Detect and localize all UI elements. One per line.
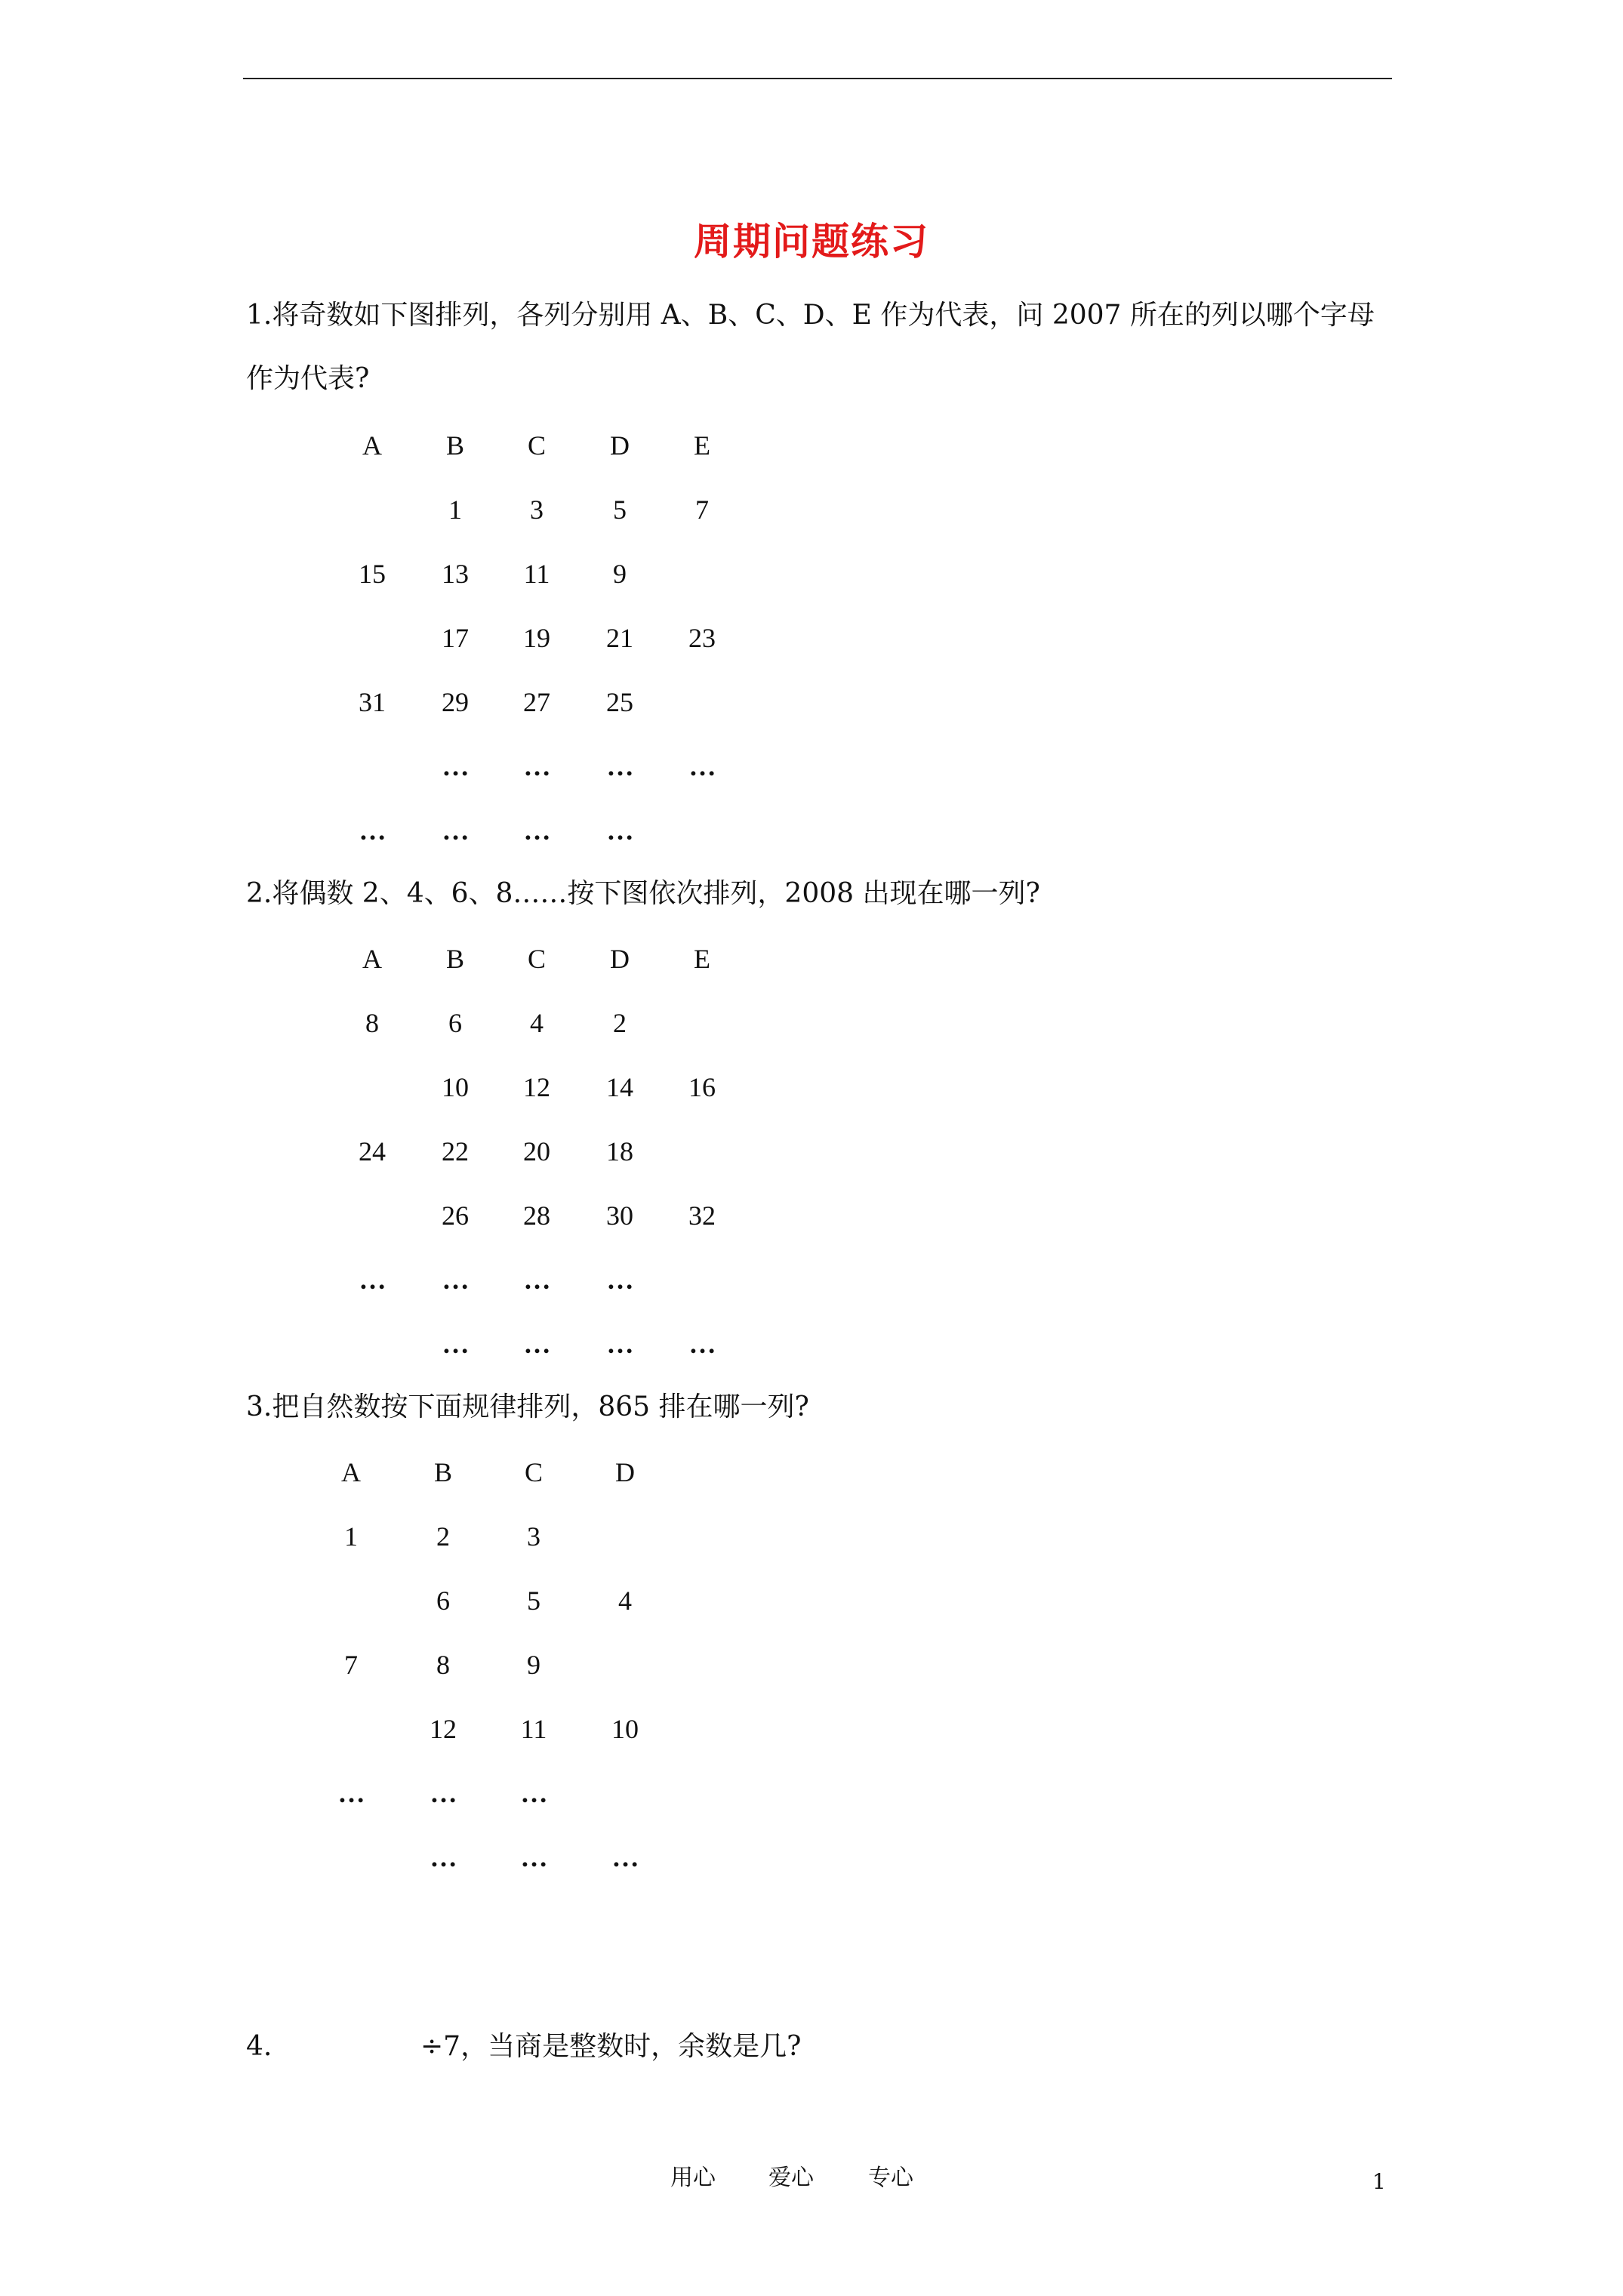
table-cell: … (359, 815, 386, 846)
table-cell: 2 (436, 1521, 450, 1552)
column-label: C (524, 1457, 543, 1487)
table-cell: … (688, 751, 716, 781)
table-cell: 3 (530, 495, 544, 525)
table-cell: 2 (613, 1008, 627, 1038)
table-cell: … (430, 1778, 457, 1808)
table-cell: 5 (613, 495, 627, 525)
table-cell: 31 (359, 687, 386, 717)
table-cell: … (523, 815, 550, 846)
question-3-text: 3.把自然数按下面规律排列，865 排在哪一列? (246, 1391, 809, 1422)
column-label: C (527, 430, 546, 461)
table-cell: … (523, 751, 550, 781)
question-1-text: 1.将奇数如下图排列，各列分别用 A、B、C、D、E 作为代表，问 2007 所在的列以哪个字母作为代表? (246, 300, 1375, 394)
table-cell: 7 (695, 495, 709, 525)
table-cell: … (523, 1265, 550, 1295)
table-cell: 20 (523, 1136, 550, 1166)
table-cell: … (520, 1842, 547, 1872)
column-label: E (694, 430, 710, 461)
table-cell: 23 (688, 623, 716, 653)
table-cell: 8 (365, 1008, 379, 1038)
table-cell: 27 (523, 687, 550, 717)
table-cell: 10 (442, 1072, 469, 1102)
table-cell: 24 (359, 1136, 386, 1166)
table-cell: … (442, 1265, 469, 1295)
footer-item-3: 专心 (868, 2165, 913, 2191)
table-cell: … (430, 1842, 457, 1872)
table-cell: 21 (606, 623, 633, 653)
table-cell: 6 (436, 1586, 450, 1616)
column-label: B (445, 944, 464, 974)
table-cell: 3 (527, 1521, 540, 1552)
question-4-number: 4. (246, 2031, 273, 2062)
page-number: 1 (1372, 2169, 1386, 2194)
table-cell: 26 (442, 1200, 469, 1231)
footer-item-1: 用心 (670, 2165, 716, 2191)
column-label: B (445, 430, 464, 461)
table-cell: … (611, 1842, 639, 1872)
table-cell: 29 (442, 687, 469, 717)
table-cell: 14 (606, 1072, 633, 1102)
table-cell: … (606, 751, 633, 781)
table-cell: … (606, 1329, 633, 1359)
table-cell: 17 (442, 623, 469, 653)
table-cell: 30 (606, 1200, 633, 1231)
table-cell: 15 (359, 559, 386, 589)
table-cell: 9 (527, 1650, 540, 1680)
table-cell: 6 (448, 1008, 462, 1038)
table-cell: 28 (523, 1200, 550, 1231)
column-label: E (694, 944, 710, 974)
table-cell: 10 (611, 1714, 639, 1744)
table-cell: 11 (523, 559, 550, 589)
table-cell: … (442, 751, 469, 781)
table-cell: 1 (448, 495, 462, 525)
question-4-text: ÷7，当商是整数时，余数是几? (420, 2031, 802, 2062)
column-label: C (527, 944, 546, 974)
table-cell: 19 (523, 623, 550, 653)
table-cell: … (337, 1778, 365, 1808)
table-cell: 7 (344, 1650, 358, 1680)
column-label: A (362, 944, 382, 974)
table-cell: 32 (688, 1200, 716, 1231)
table-cell: 25 (606, 687, 633, 717)
table-cell: … (688, 1329, 716, 1359)
table-cell: 18 (606, 1136, 633, 1166)
table-cell: 11 (520, 1714, 547, 1744)
page-title: 周期问题练习 (694, 219, 929, 264)
table-cell: 12 (430, 1714, 457, 1744)
table-cell: … (606, 815, 633, 846)
table-cell: 13 (442, 559, 469, 589)
column-label: A (362, 430, 382, 461)
table-cell: … (520, 1778, 547, 1808)
table-cell: 16 (688, 1072, 716, 1102)
table-cell: 9 (613, 559, 627, 589)
table-cell: 4 (618, 1586, 632, 1616)
column-label: D (610, 944, 630, 974)
table-cell: … (606, 1265, 633, 1295)
table-cell: … (523, 1329, 550, 1359)
table-cell: … (359, 1265, 386, 1295)
header-rule (243, 78, 1392, 79)
table-cell: 5 (527, 1586, 540, 1616)
column-label: D (610, 430, 630, 461)
table-cell: 12 (523, 1072, 550, 1102)
table-cell: 8 (436, 1650, 450, 1680)
table-cell: 22 (442, 1136, 469, 1166)
table-cell: 1 (344, 1521, 358, 1552)
footer-item-2: 爱心 (768, 2165, 814, 2191)
column-label: B (433, 1457, 452, 1487)
table-cell: … (442, 815, 469, 846)
table-cell: … (442, 1329, 469, 1359)
table-cell: 4 (530, 1008, 544, 1038)
column-label: A (341, 1457, 361, 1487)
column-label: D (615, 1457, 635, 1487)
question-2-text: 2.将偶数 2、4、6、8……按下图依次排列，2008 出现在哪一列? (246, 878, 1040, 909)
